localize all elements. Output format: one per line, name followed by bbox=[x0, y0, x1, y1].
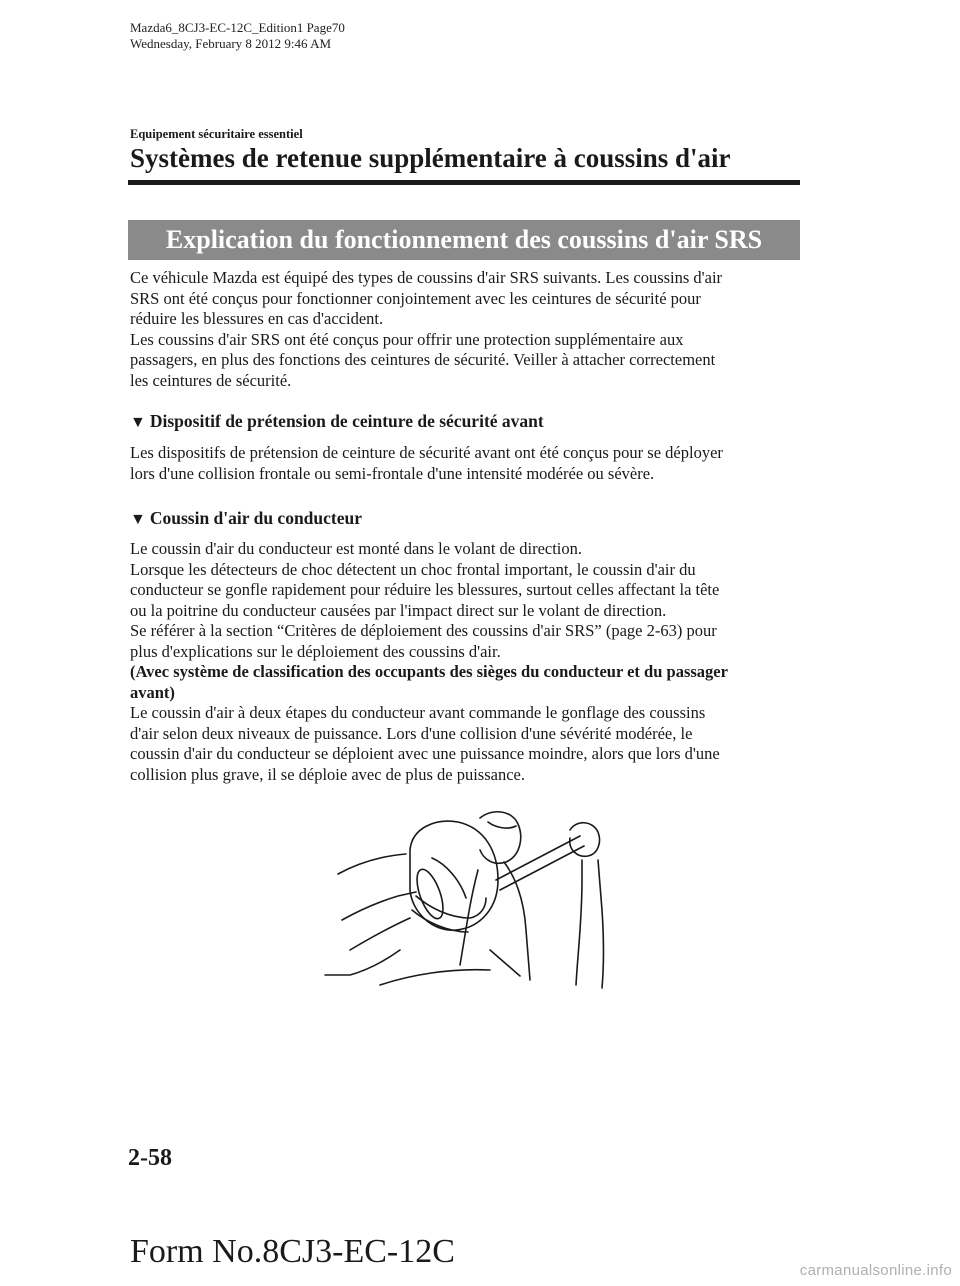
text-line: coussin d'air du conducteur se déploient avec une puissance moindre, alors que lors d'une bbox=[130, 744, 720, 763]
text-line: d'air selon deux niveaux de puissance. Lors d'une collision d'une sévérité modérée, le bbox=[130, 723, 693, 743]
watermark: carmanualsonline.info bbox=[799, 1262, 952, 1279]
driver-airbag-heading bbox=[130, 507, 362, 531]
text-line: Les dispositifs de prétension de ceinture de sécurité avant ont été conçus pour se déployer bbox=[130, 443, 723, 462]
text-line: les ceintures de sécurité. bbox=[130, 370, 292, 390]
text-line: Ce véhicule Mazda est équipé des types de coussins d'air SRS suivants. Les coussins d'air bbox=[130, 268, 723, 287]
form-number: Form No.8CJ3-EC-12C bbox=[130, 1233, 455, 1270]
driver-airbag-paragraph bbox=[130, 539, 800, 785]
driver-airbag-illustration bbox=[320, 800, 620, 990]
section-label: Equipement sécuritaire essentiel bbox=[130, 127, 303, 141]
text-line: réduire les blessures en cas d'accident. bbox=[130, 309, 384, 328]
driver-airbag-heading-text: Coussin d'air du conducteur bbox=[149, 508, 363, 528]
text-line: Le coussin d'air à deux étapes du conducteur avant commande le gonflage des coussins bbox=[130, 703, 706, 722]
triangle-down-icon: ▼ bbox=[130, 414, 146, 431]
text-line: collision plus grave, il se déploie avec de plus de puissance. bbox=[130, 764, 525, 784]
print-header bbox=[130, 20, 345, 52]
triangle-down-icon: ▼ bbox=[130, 511, 146, 528]
text-line: conducteur se gonfle rapidement pour réduire les blessures, surtout celles affectant la tête bbox=[130, 580, 720, 599]
chapter-title: Systèmes de retenue supplémentaire à coussins d'air bbox=[130, 143, 731, 173]
text-line: Le coussin d'air du conducteur est monté dans le volant de direction. bbox=[130, 539, 583, 558]
text-line: Lorsque les détecteurs de choc détectent un choc frontal important, le coussin d'air du bbox=[130, 559, 696, 579]
pretensioner-heading-text: Dispositif de prétension de ceinture de sécurité avant bbox=[149, 411, 544, 431]
text-line: Se référer à la section “Critères de déploiement des coussins d'air SRS” (page 2-63) pour bbox=[130, 621, 717, 640]
text-line: lors d'une collision frontale ou semi-frontale d'une intensité modérée ou sévère. bbox=[130, 463, 655, 483]
title-rule bbox=[128, 180, 800, 185]
print-header-line1: Mazda6_8CJ3-EC-12C_Edition1 Page70 bbox=[130, 20, 345, 35]
condition-note-line: (Avec système de classification des occupants des sièges du conducteur et du passager bbox=[130, 662, 728, 681]
pretensioner-paragraph bbox=[130, 443, 800, 484]
text-line: ou la poitrine du conducteur causées par l'impact direct sur le volant de direction. bbox=[130, 600, 667, 620]
text-line: SRS ont été conçus pour fonctionner conjointement avec les ceintures de sécurité pour bbox=[130, 288, 701, 308]
pretensioner-heading bbox=[130, 410, 544, 434]
condition-note-line: avant) bbox=[130, 682, 175, 702]
section-banner: Explication du fonctionnement des coussins d'air SRS bbox=[128, 220, 800, 260]
page-number: 2-58 bbox=[128, 1145, 172, 1171]
intro-paragraph bbox=[130, 268, 800, 391]
print-header-line2: Wednesday, February 8 2012 9:46 AM bbox=[130, 36, 332, 51]
text-line: plus d'explications sur le déploiement des coussins d'air. bbox=[130, 641, 501, 661]
text-line: Les coussins d'air SRS ont été conçus pour offrir une protection supplémentaire aux bbox=[130, 329, 684, 349]
text-line: passagers, en plus des fonctions des ceintures de sécurité. Veiller à attacher correctement bbox=[130, 350, 716, 369]
